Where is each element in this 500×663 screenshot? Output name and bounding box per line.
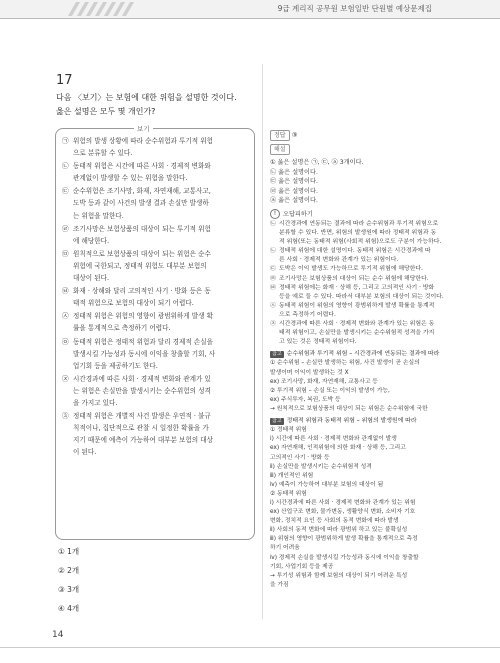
- item-marker: ㉦: [62, 312, 69, 321]
- item-text: [73, 223, 248, 247]
- item-text: [73, 285, 248, 309]
- column-divider: [262, 64, 263, 619]
- example-item: [62, 185, 248, 221]
- item-line: 발생시킬 가능성과 동시에 이익을 창출할 기회, 사: [73, 349, 216, 358]
- answer-option-4[interactable]: ④ 4개: [58, 604, 80, 613]
- question-line: 다음 〈보기〉는 보험에 대한 위험을 설명한 것이다.: [56, 93, 237, 102]
- example-item: [62, 248, 248, 284]
- explanation-line: ㉣ 옳은 설명이다.: [270, 187, 318, 195]
- note-text: [279, 284, 450, 302]
- reference-line: 변화, 정치적 요인 등 사회의 동적 변화에 따라 발생: [270, 518, 399, 525]
- item-marker: ㉤: [62, 249, 69, 258]
- footer-divider: [0, 647, 500, 648]
- reference-section-2-body: [270, 426, 450, 590]
- header-bar: [0, 0, 500, 18]
- note-line: 태적 위험이고, 손실만을 발생시키는 순수위험적 성격을 가지: [279, 330, 435, 337]
- item-line: 동태적 위험은 시간에 따른 사회 · 경제적 변화와: [73, 162, 211, 171]
- question-number: 17: [56, 73, 73, 88]
- item-marker: ㉨: [62, 374, 69, 383]
- explanation-list: [270, 158, 450, 206]
- note-item: [270, 265, 450, 274]
- note-text: [279, 265, 450, 274]
- reference-line: ⅰ) 시간에 따른 사회 · 경제적 변화와 관계없이 발생: [270, 436, 397, 443]
- note-item: [270, 275, 450, 284]
- note-marker: ㉣: [270, 275, 276, 282]
- explanation-line: ㉢ 옳은 설명이다.: [270, 178, 318, 186]
- note-item: [270, 247, 450, 265]
- note-text: [279, 220, 450, 247]
- item-line: 도박 등과 같이 사건의 발생 결과 손실만 발생하: [73, 199, 209, 208]
- example-item: [62, 135, 248, 159]
- reference-line: 발생이며 이익이 발생하는 것 X: [270, 369, 349, 376]
- item-line: 이 된다.: [73, 448, 97, 457]
- item-line: 화재 · 상해와 달리 고의적인 사기 · 방화 등은 동: [73, 287, 211, 296]
- reference-section-2-header: [270, 417, 450, 426]
- reference-line: 을 가짐: [270, 581, 289, 588]
- reference-tag: 참고: [272, 418, 282, 425]
- item-marker: ㉧: [62, 337, 69, 346]
- reference-line: ex) 조기사망, 화재, 자연재해, 교통사고 등: [270, 378, 378, 385]
- note-line: 도박은 이익 발생도 가능하므로 투기적 위험에 해당한다.: [279, 266, 423, 273]
- note-item: [270, 302, 450, 320]
- reference-line: 고의적인 사기 · 방화 등: [270, 454, 330, 461]
- wrong-answer-title: 오답피하기: [283, 211, 313, 219]
- header-divider: [0, 18, 500, 19]
- item-line: 으로 분류할 수 있다.: [73, 149, 133, 158]
- item-line: 시간경과에 따른 사회 · 경제적 변화와 관계가 있: [73, 374, 211, 383]
- reference-line: ⅰ) 시간경과에 따른 사회 · 경제적 변화와 관계가 있는 위험: [270, 500, 416, 506]
- note-line: 으로 측정하기 어렵다.: [279, 311, 336, 318]
- item-marker: ㉥: [62, 287, 69, 296]
- example-item: [62, 373, 248, 409]
- item-line: 위험에 국한되고, 정태적 위험도 대부분 보험의: [73, 261, 207, 270]
- reference-line: ⅳ) 예측이 가능하여 대부분 보험의 대상이 됨: [270, 481, 384, 488]
- item-line: 대상이 된다.: [73, 274, 110, 283]
- reference-tag: 참고: [272, 351, 282, 358]
- reference-line: → 원칙적으로 보험상품의 대상이 되는 위험은 순수위험에 국한: [270, 405, 428, 412]
- example-items: [62, 135, 248, 459]
- reference-line: ① 정태적 위험: [270, 427, 307, 434]
- example-item: [62, 160, 248, 184]
- note-text: [279, 275, 450, 284]
- item-text: [73, 336, 248, 372]
- item-line: 순수위험은 조기사망, 화재, 자연재해, 교통사고,: [73, 187, 211, 196]
- wrong-answer-notes: [270, 220, 450, 347]
- reference-line: ① 순수위험 – 손실만 발생하는 위험, 사건 발생이 곧 손실의: [270, 360, 420, 367]
- reference-line: → 투기성 위험과 함께 보험의 대상이 되기 어려운 특성: [270, 572, 408, 579]
- note-item: [270, 320, 450, 347]
- note-line: 조기사망은 보험상품의 대상이 되는 순수 위험에 해당한다.: [279, 275, 429, 282]
- item-text: [73, 310, 248, 334]
- item-line: 관계없이 발생할 수 있는 위험을 말한다.: [73, 174, 188, 183]
- item-text: [73, 185, 248, 221]
- note-marker: ㉥: [270, 284, 276, 291]
- note-text: [279, 302, 450, 320]
- note-line: 정태적 위험에는 화재 · 상해 등, 그리고 고의적인 사기 · 방화: [279, 284, 435, 291]
- item-line: 정태적 위험은 위험의 영향이 광범위하게 발생 확: [73, 312, 213, 321]
- item-text: [73, 135, 248, 159]
- note-line: 른 사회 · 경제적 변화와 관계가 있는 위험이다.: [279, 257, 399, 264]
- reference-section-1-header: [270, 350, 450, 359]
- reference-line: ⅱ) 손실만을 발생시키는 순수위험적 성격: [270, 463, 372, 470]
- reference-line: ex) 주식투자, 복권, 도박 등: [270, 396, 341, 403]
- note-text: [279, 247, 450, 265]
- reference-line: ex) 산업구조 변화, 물가변동, 생활양식 변화, 소비자 기호: [270, 509, 416, 516]
- item-marker: ㉣: [62, 224, 69, 233]
- wrong-answer-header: [270, 209, 450, 219]
- answer-option-3[interactable]: ③ 3개: [58, 585, 80, 594]
- item-marker: ㉡: [62, 162, 69, 171]
- item-line: 을 가지고 있다.: [73, 398, 118, 407]
- reference-section-1-body: [270, 359, 450, 414]
- question-text: [56, 91, 256, 119]
- explanation-line: ㉩ 옳은 설명이다.: [270, 197, 318, 205]
- reference-line: 기회, 사업기회 등을 제공: [270, 563, 334, 570]
- example-item: [62, 410, 248, 458]
- reference-line: ⅲ) 개인적인 위험: [270, 472, 314, 479]
- note-line: 시간경과에 따른 사회 · 경제적 변화와 관계가 있는 위험은 동: [279, 321, 435, 327]
- answer-value: ③: [291, 131, 298, 139]
- item-line: 는 위험은 손실만을 발생시키는 순수위험의 성격: [73, 386, 211, 395]
- answer-option-2[interactable]: ② 2개: [58, 566, 80, 575]
- item-line: 원칙적으로 보험상품의 대상이 되는 위험은 순수: [73, 249, 211, 258]
- note-line: 정태적 위험에 대한 설명이다. 동태적 위험은 시간경과에 따: [279, 248, 431, 255]
- item-line: 칙적이나, 집단적으로 관찰 시 일정한 확률을 가: [73, 424, 209, 433]
- item-marker: ㉩: [62, 412, 69, 421]
- example-item: [62, 336, 248, 372]
- item-text: [73, 248, 248, 284]
- reference-line: ② 투기적 위험 – 손실 또는 이익의 발생이 가능,: [270, 387, 390, 394]
- answer-panel: [270, 130, 450, 590]
- note-line: 분류할 수 있다. 반면, 위험의 발생원에 따라 정태적 위험과 동: [279, 230, 437, 237]
- answer-options: [58, 542, 79, 618]
- item-line: 태적 위험으로 보험의 대상이 되기 어렵다.: [73, 299, 194, 308]
- note-line: 동태적 위험이 위험의 영향이 광범위하게 발생 확률을 통계적: [279, 302, 435, 309]
- item-line: 위험의 발생 상황에 따라 순수위험과 투기적 위험: [73, 137, 213, 145]
- reference-line: ex) 자연재해, 인적위험에 의한 화재 · 상해 등, 그리고: [270, 445, 406, 452]
- book-title: 9급 계리직 공무원 보험일반 단원별 예상문제집: [277, 4, 432, 13]
- reference-line: ⅳ) 경제적 손실을 발생시킬 가능성과 동시에 이익을 창출할: [270, 554, 419, 561]
- note-line: 등을 예로 들 수 있다. 따라서 대부분 보험의 대상이 되는 것이다.: [279, 293, 444, 300]
- reference-line: ⅲ) 위험의 영향이 광범위하게 발생 확률을 통계적으로 측정: [270, 536, 418, 543]
- example-box-label: 보기: [134, 124, 153, 133]
- note-line: 시간경과에 연동되는 결과에 따라 순수위험과 투기적 위험으로: [279, 220, 439, 227]
- item-line: 조기사망은 보험상품의 대상이 되는 투기적 위험: [73, 224, 211, 233]
- item-line: 정태적 위험은 개별적 사건 발생은 우연적 · 불규: [73, 412, 211, 421]
- reference-line: ② 동태적 위험: [270, 490, 307, 497]
- item-text: [73, 410, 248, 458]
- item-text: [73, 160, 248, 184]
- explanation-row: [270, 144, 450, 155]
- answer-option-1[interactable]: ① 1개: [58, 547, 80, 556]
- note-item: [270, 284, 450, 302]
- explanation-line: ㉡ 옳은 설명이다.: [270, 168, 318, 176]
- answer-row: [270, 130, 450, 141]
- note-marker: ㉨: [270, 321, 276, 327]
- item-line: 에 해당한다.: [73, 236, 110, 245]
- item-text: [73, 373, 248, 409]
- item-line: 지기 때문에 예측이 가능하여 대부분 보험의 대상: [73, 436, 213, 445]
- item-line: 동태적 위험은 정태적 위험과 달리 경제적 손실을: [73, 337, 213, 346]
- note-marker: ㉢: [270, 266, 276, 273]
- note-marker: ㉡: [270, 248, 276, 255]
- reference-line: 하기 어려움: [270, 545, 300, 552]
- explanation-tag: 해설: [270, 144, 290, 155]
- item-line: 률을 통계적으로 측정하기 어렵다.: [73, 324, 171, 333]
- reference-title: 정태적 위험과 동태적 위험 – 위험의 발생원에 따라: [286, 418, 417, 425]
- answer-tag: 정답: [270, 130, 290, 141]
- example-item: [62, 285, 248, 309]
- note-text: [279, 320, 450, 347]
- reference-line: ⅱ) 사회의 동적 변화에 따라 광범위 하고 있는 불확실성: [270, 527, 408, 534]
- note-line: 고 있는 것은 정태적 위험이다.: [279, 339, 357, 346]
- explanation-line: ① 옳은 설명은 ㉠, ㉢, ㉩ 3개이다.: [270, 159, 364, 166]
- item-marker: ㉢: [62, 187, 69, 196]
- note-item: [270, 220, 450, 247]
- note-line: 적 위험(또는 동태적 위험(사회적 위험)으로도 구분이 가능하다.: [279, 239, 442, 246]
- item-line: 업기회 등을 제공하기도 한다.: [73, 361, 158, 370]
- page-number: 14: [52, 630, 64, 640]
- question-line: 옳은 설명은 모두 몇 개인가?: [56, 107, 156, 116]
- example-item: [62, 223, 248, 247]
- reference-title: 순수위험과 투기적 위험 – 시간경과에 연동되는 결과에 따라: [286, 351, 440, 358]
- example-item: [62, 310, 248, 334]
- note-marker: ㉡: [270, 220, 276, 227]
- warning-icon: !: [270, 209, 280, 219]
- item-line: 는 위험을 말한다.: [73, 211, 124, 220]
- note-marker: ㉦: [270, 302, 276, 309]
- item-marker: ㉠: [62, 137, 69, 145]
